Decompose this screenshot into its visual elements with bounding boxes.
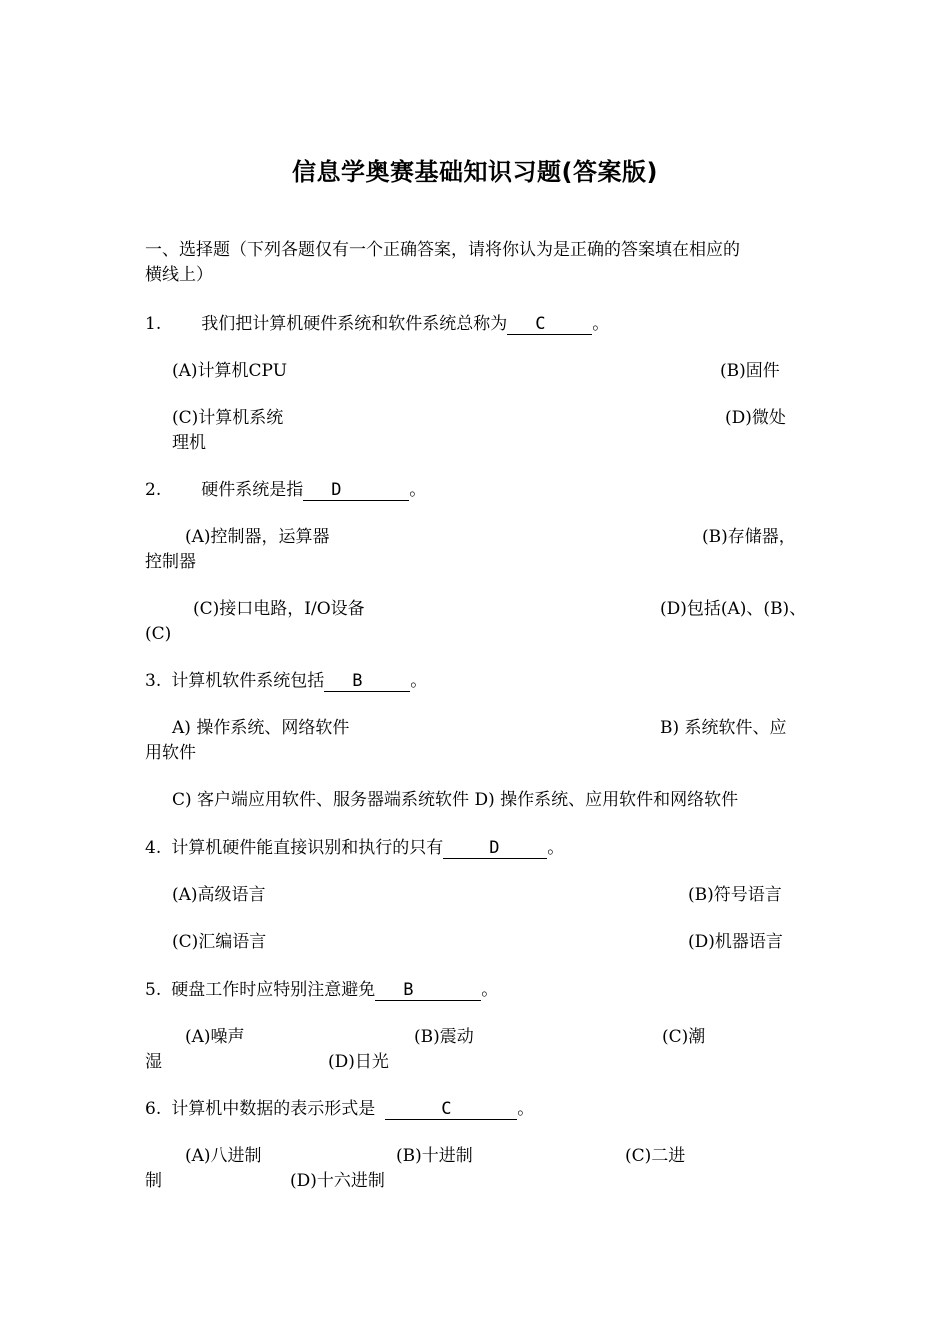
question-6: 6. 计算机中数据的表示形式是 C 。: [145, 1099, 535, 1119]
option-b-cont: 控制器: [145, 552, 196, 572]
option-a: (A)计算机CPU: [172, 361, 288, 381]
answer-letter: C: [535, 314, 546, 334]
option-a: (A)八进制: [185, 1146, 262, 1166]
option-a: A) 操作系统、网络软件: [172, 718, 350, 738]
option-b: (B)符号语言: [688, 885, 782, 905]
question-3: 3. 计算机软件系统包括 B 。: [145, 671, 428, 691]
page-title: 信息学奥赛基础知识习题(答案版): [292, 158, 658, 186]
option-a: (A)控制器，运算器: [185, 527, 330, 547]
question-number: 6.: [145, 1099, 162, 1119]
question-5: 5. 硬盘工作时应特别注意避免 B 。: [145, 980, 499, 1000]
option-d: (D)十六进制: [290, 1171, 385, 1191]
option-b: (B)震动: [414, 1027, 474, 1047]
question-2: 2. 硬件系统是指 D 。: [145, 480, 427, 500]
answer-letter: D: [331, 480, 342, 500]
option-b: B) 系统软件、应: [660, 718, 787, 738]
question-stem: 计算机软件系统包括: [171, 671, 325, 691]
section-heading: 一、选择题（下列各题仅有一个正确答案，请将你认为是正确的答案填在相应的: [145, 240, 740, 260]
section-heading-cont: 横线上）: [145, 265, 213, 285]
question-number: 5.: [145, 980, 162, 1000]
question-stem: 我们把计算机硬件系统和软件系统总称为: [201, 314, 508, 334]
question-number: 4.: [145, 838, 162, 858]
option-b: (B)存储器，: [702, 527, 796, 547]
question-stem: 硬盘工作时应特别注意避免: [171, 980, 376, 1000]
answer-letter: B: [403, 980, 414, 1000]
option-c-cont: 制: [145, 1171, 162, 1191]
option-d: (D)包括(A)、(B)、: [660, 599, 807, 619]
question-stem: 硬件系统是指: [201, 480, 304, 500]
answer-blank: [507, 314, 592, 335]
answer-letter: B: [352, 671, 363, 691]
question-stem: 计算机中数据的表示形式是: [171, 1099, 376, 1119]
option-d: (D)微处: [725, 408, 786, 428]
answer-blank: [443, 838, 547, 859]
option-c: (C)二进: [625, 1146, 686, 1166]
answer-blank: [303, 480, 409, 501]
option-b-cont: 用软件: [145, 743, 196, 763]
option-c: (C)潮: [662, 1027, 706, 1047]
option-c: (C)接口电路，I/O设备: [193, 599, 365, 619]
answer-letter: D: [489, 838, 500, 858]
option-b: (B)十进制: [396, 1146, 473, 1166]
option-c: (C)计算机系统: [172, 408, 284, 428]
option-c: (C)汇编语言: [172, 932, 267, 952]
option-c-cont: 湿: [145, 1052, 162, 1072]
option-d-cont: 理机: [172, 433, 206, 453]
option-a: (A)噪声: [185, 1027, 245, 1047]
question-number: 1.: [145, 314, 162, 334]
question-stem: 计算机硬件能直接识别和执行的只有: [171, 838, 444, 858]
option-d: (D)机器语言: [688, 932, 783, 952]
question-4: 4. 计算机硬件能直接识别和执行的只有 D 。: [145, 838, 565, 858]
answer-letter: C: [441, 1099, 452, 1119]
option-a: (A)高级语言: [172, 885, 266, 905]
option-d-cont: (C): [145, 624, 172, 644]
option-d: (D)日光: [328, 1052, 389, 1072]
answer-blank: [375, 980, 481, 1001]
answer-blank: [385, 1099, 517, 1120]
answer-blank: [324, 671, 410, 692]
option-b: (B)固件: [720, 361, 780, 381]
question-number: 2.: [145, 480, 162, 500]
question-number: 3.: [145, 671, 162, 691]
question-1: 1. 我们把计算机硬件系统和软件系统总称为 C 。: [145, 314, 610, 334]
option-c-d: C) 客户端应用软件、服务器端系统软件 D) 操作系统、应用软件和网络软件: [172, 790, 739, 810]
